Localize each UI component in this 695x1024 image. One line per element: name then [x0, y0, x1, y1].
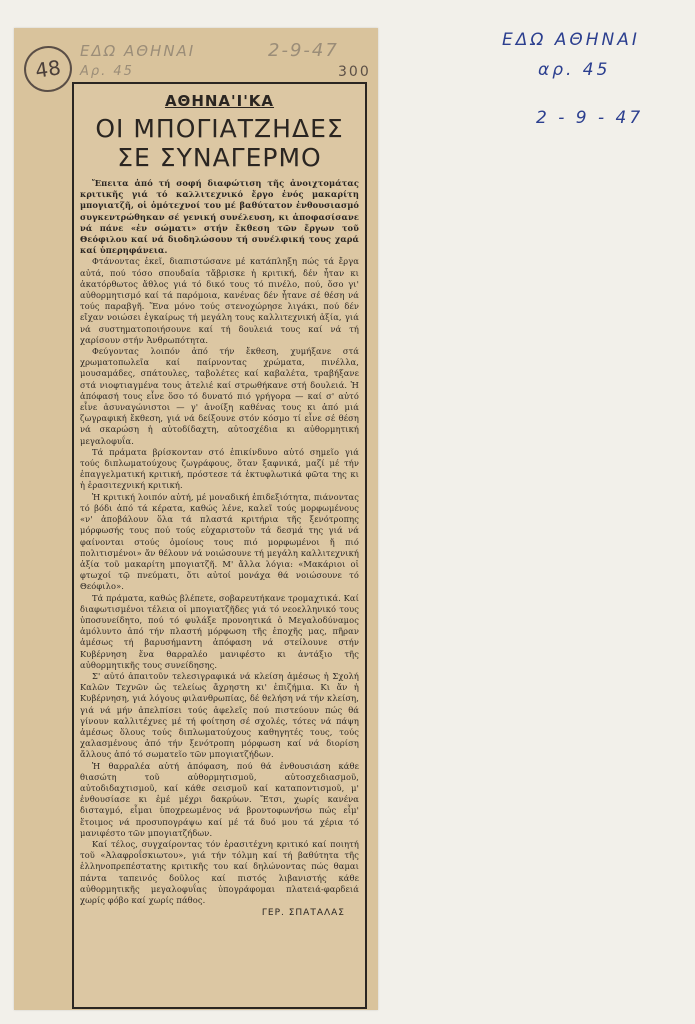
headline-line-2: ΣΕ ΣΥΝΑΓΕΡΜΟ: [117, 143, 322, 172]
article-paragraph: Ἡ θαρραλέα αὐτή ἀπόφαση, πού θά ἐνθουσιάση κάθε θιασώτη τοῦ αὐθορμητισμοῦ, αὐτοσχεδιασμοῦ, αὐτοδιδαχτισμοῦ, καί κάθε σεισμοῦ καί καταποντισμοῦ, μ' ἐνθουσίασε κι ἐμέ μέχρι δακρύων. Ἔτσι, χωρίς κανένα δισταγμό, εἶμαι ὑποχρεωμένος νά βροντοφωνήσω πώς εἶμ' ἕτοιμος νά προσυπογράψω καί μέ τά δυό μου τά χέρια τό μανιφέστο τῶν μπογιατζήδων.: [80, 760, 359, 838]
article-body: [80, 178, 359, 906]
article-paragraph: Φτάνοντας ἐκεῖ, διαπιστώσανε μέ κατάπληξη πώς τά ἔργα αὐτά, πού τόσο σπουδαία τἄβρισκε ἡ κριτική, δέν ἦταν κι ἀκατόρθωτος ἄθλος γιά τό δικό τους τό πινέλο, πού, ὅσο γι' αὐθορμητισμό καί τά παρόμοια, κανένας δέν ἦτανε σέ θέση νά τούς παραβγῆ. Ἕνα μόνο τούς στενοχώρησε λιγάκι, πού δέν εἴχαν νοιώσει ἐγκαίρως τή μεγάλη τους καλλιτεχνική ἀξία, γιά νά συστηματοποιήσουνε καί τή δουλειά τους καί νά τή χαρίσουν στήν Ἀνθρωπότητα.: [80, 256, 359, 345]
headline-line-1: ΟΙ ΜΠΟΓΙΑΤΖΗΔΕΣ: [95, 114, 344, 143]
article-frame: [72, 82, 367, 1009]
article-paragraph: Φεύγοντας λοιπόν ἀπό τήν ἔκθεση, χυμήξανε στά χρωματοπωλεῖα καί παίρνοντας χρώματα, πινέλλα, μουσαμάδες, σπάτουλες, ταβολέτες καί καβαλέτα, τραβήξανε στά νιοφτιαγμένα τους ἀτελιέ καί στρωθήκανε στή δουλειά. Ἡ ἀπόφασή τους εἶνε ὅσο τό δυνατό πιό γρήγορα — καί σ' αὐτό εἶνε ἀσυναγώνιστοι — γ' ἀνοίξη καθένας τους κι ἀπό μιά ζωγραφική ἔκθεση, γιά νά δείξουνε στόν κόσμο τί εἶνε σέ θέση νά σκαρώση ἡ αὐτοδίδαχτη, αὐτοσχέδια κι αὐθορμητική μεγαλοφυΐα.: [80, 346, 359, 446]
article-signature: ΓΕΡ. ΣΠΑΤΑΛΑΣ: [261, 908, 345, 919]
faded-date-label: 2-9-47: [268, 40, 339, 61]
archive-number-stamp: 48: [21, 43, 75, 95]
article-paragraph: Ἡ κριτική λοιπόν αὐτή, μέ μοναδική ἐπιδεξιότητα, πιάνοντας τό βόδι ἀπό τά κέρατα, καθώς λένε, καλεῖ τούς μορφωμένους «ν' ἀποβάλουν ὅλα τά πλαστά κριτήρια τῆς ξενότροπης μόρφωσής τους πού τούς εὐχαριστοῦν τά δεσμά της γιά νά φαίνονται στούς ὁμοίους τους πιό μορφωμένοι ἤ πιό πολιτισμένοι» ἄν θέλουν νά νοιώσουνε τή μεγάλη καλλιτεχνική ἀξία τοῦ μακαρίτη μπογιατζῆ. Μ' ἄλλα λόγια: «Μακάριοι οἱ φτωχοί τῷ πνεύματι, ὅτι αὐτοί μονάχα θά νοιώσουνε τό Θεόφιλο».: [80, 491, 359, 592]
article-paragraph: Ἔπειτα ἀπό τή σοφή διαφώτιση τῆς ἀνοιχτομάτας κριτικῆς γιά τό καλλιτεχνικό ἔργο ἑνός μακαρίτη μπογιατζῆ, οἱ ὁμότεχνοί του μέ βαθύτατον ἐνθουσιασμό συγκεντρώθηκαν σέ γενική συνέλευση, κι ἀποφασίσανε νά πάνε «ἐν σώματι» στήν ἔκθεση τῶν ἔργων τοῦ Θεόφιλου καί νά διοδηλώσουν τή συνέλφική τους χαρά καί ὑπερηφάνεια.: [80, 178, 359, 256]
article-paragraph: Τά πράματα βρίσκονταν στό ἐπικίνδυνο αὐτό σημεῖο γιά τούς διπλωματούχους ζωγράφους, ὅταν ξαφνικά, μαζί μέ τήν ἐπαγγελματική κριτική, πρόστεσε τά ἐκτυφλωτικά φῶτα της κι ἡ ἐρασιτεχνική κριτική.: [80, 446, 359, 491]
article-paragraph: Σ' αὐτό ἀπαιτοῦν τελεσιγραφικά νά κλείση ἀμέσως ἡ Σχολή Καλῶν Τεχνῶν ὡς τελείως ἄχρηστη κι' ἐπιζήμια. Κι ἄν ἡ Κυβέρνηση, γιά λόγους φιλανθρωπίας, δέ θελήση νά τήν κλείση, γιά νά μήν ἀπελπίσει τούς ἀφελεῖς πού πιστεύουν πώς θά γίνουν καλλιτέχνες μέ τή φοίτηση σέ σχολές, τότες νά πάψη ἀμέσως ὅλους τούς διπλωματούχους καθηγητές τους, τούς χαλασμένους ἀπό τήν ξενότροπη μόρφωση καί νά διορίση ἄλλους ἀπό τό σωματεῖο τῶν μπογιατζήδων.: [80, 670, 359, 760]
handwritten-issue: αρ. 45: [538, 60, 611, 80]
article-headline: [80, 114, 359, 172]
faded-issue-label: Αρ. 45: [80, 64, 134, 79]
page-mark: 300: [338, 64, 371, 80]
handwritten-source: ΕΔΩ ΑΘΗΝΑΙ: [502, 30, 640, 50]
article-paragraph: Καί τέλος, συγχαίροντας τόν ἐρασιτέχνη κριτικό καί ποιητή τοῦ «Ἀλαφροΐσκιωτου», γιά τήν τόλμη καί τή βαθύτητα τῆς ἑλληνοπρεπέστατης κριτικῆς του καί δηλώνοντας πώς θαμαι πάντα ταπεινός δοῦλος καί πιστός λιβανιστής κάθε αὐθορμητικῆς μεγαλοφυΐας ὑπογράφομαι πλατειά-φαρδειά χωρίς φόβο καί χωρίς πάθος.: [80, 838, 359, 905]
article-paragraph: Τά πράματα, καθώς βλέπετε, σοβαρευτήκανε τρομαχτικά. Καί διαφωτισμένοι τέλεια οἱ μπογιατζῆδες γιά τό νεοελληνικό τους ὑποσυνείδητο, πού τό φυλάξε προνοητικά ὁ Μεγαλοδύναμος ἀμόλυντο ἀπό τήν πλαστή μόρφωση τῆς ἐποχῆς μας, πῆραν ἀμέσως τή βαρυσήμαντη ἀπόφαση νά στείλουνε στήν Κυβέρνηση ἕνα θαρραλέο μανιφέστο κι ἀντάξιο τῆς αὐθορμητικῆς τους συνείδησης.: [80, 592, 359, 670]
faded-source-label: ΕΔΩ ΑΘΗΝΑΙ: [80, 42, 196, 60]
handwritten-date: 2 - 9 - 47: [536, 108, 644, 128]
article-rubric: ΑΘΗΝΑ'Ι'ΚΑ: [164, 92, 275, 110]
